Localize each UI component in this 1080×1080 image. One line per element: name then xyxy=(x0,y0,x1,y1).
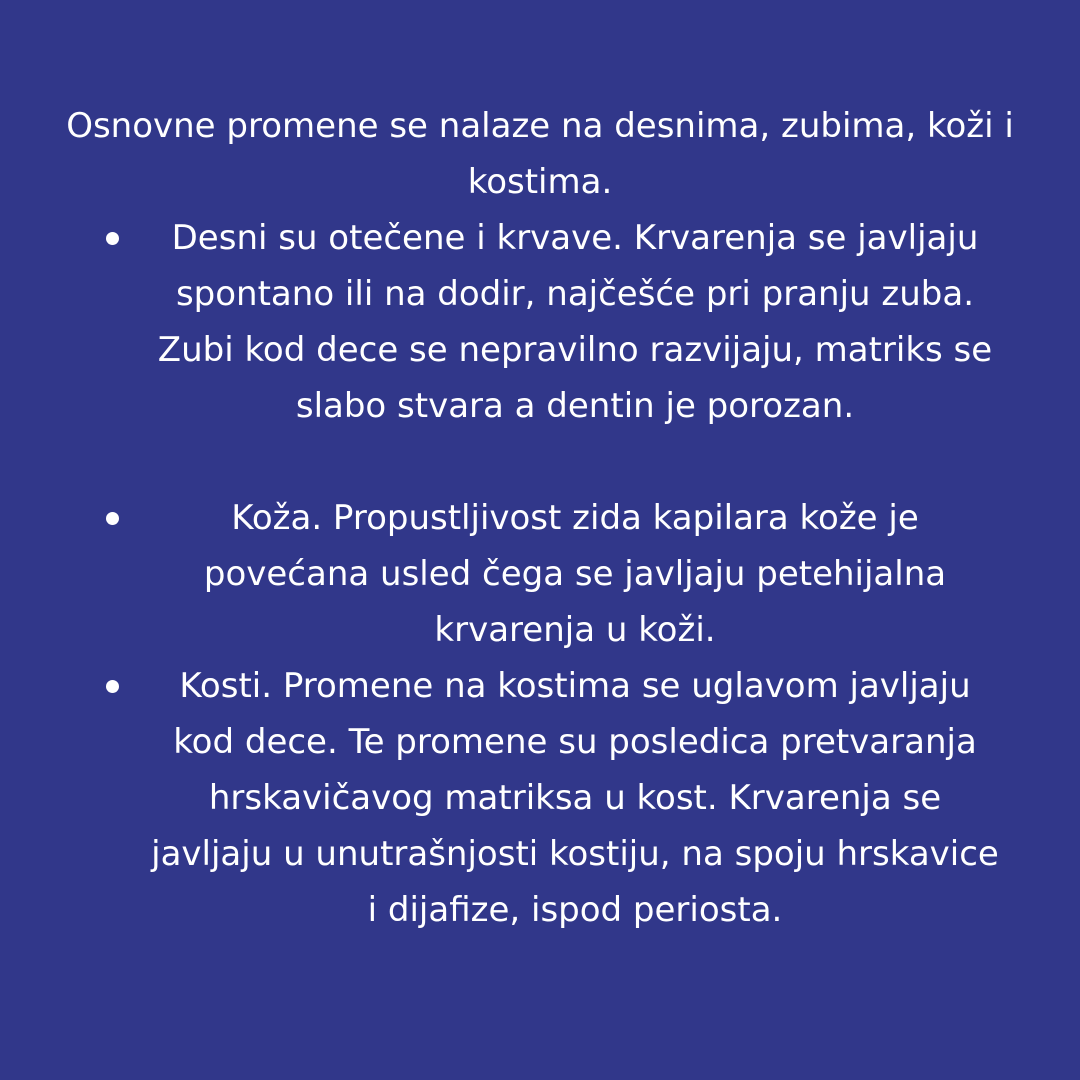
bullet-dot-icon xyxy=(106,680,119,693)
bullet-dot-icon xyxy=(106,512,119,525)
list-item-text: Kosti. Promene na kostima se uglavom javljaju kod dece. Te promene su posledica pretvaranja hrskavičavog matriksa u kost. Krvarenja se javljaju u unutrašnjosti kostiju, na spoju hrskavice i dijafize, ispod periosta. xyxy=(151,666,999,930)
list-item-text: Desni su otečene i krvave. Krvarenja se javljaju spontano ili na dodir, najčešće pri pranju zuba. Zubi kod dece se nepravilno razvijaju, matriks se slabo stvara a dentin je porozan. xyxy=(157,218,993,426)
bullet-dot-icon xyxy=(106,232,119,245)
list-item-text: Koža. Propustljivost zida kapilara kože je povećana usled čega se javljaju petehijalna krvarenja u koži. xyxy=(203,498,947,650)
intro-text: Osnovne promene se nalaze na desnima, zubima, koži i kostima. xyxy=(66,106,1014,202)
